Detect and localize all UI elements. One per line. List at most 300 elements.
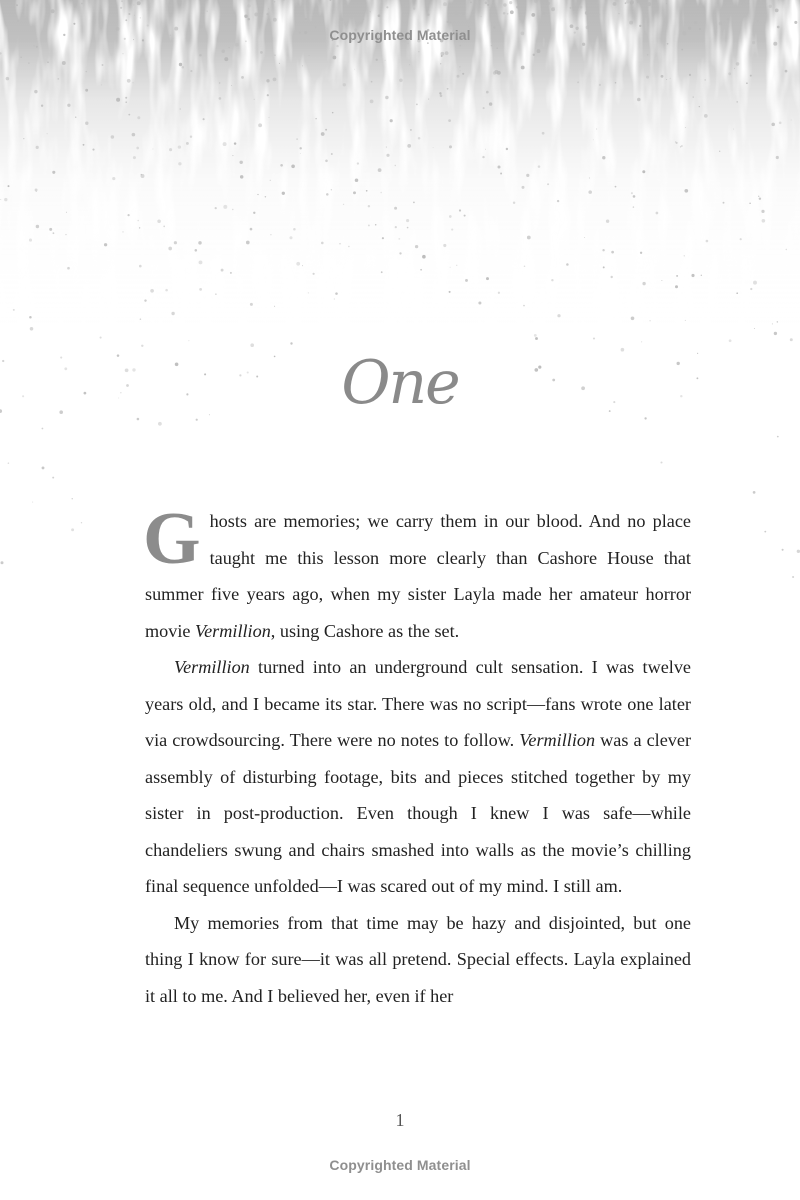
paint-speckle bbox=[71, 528, 74, 531]
paint-speckle bbox=[757, 20, 759, 22]
paint-speckle bbox=[470, 1, 472, 3]
paint-speckle bbox=[533, 54, 535, 56]
paint-speckle bbox=[459, 45, 461, 47]
paint-speckle bbox=[733, 129, 734, 130]
paint-speckle bbox=[478, 301, 481, 304]
paint-speckle bbox=[371, 81, 373, 83]
paint-speckle bbox=[378, 14, 381, 17]
paint-speckle bbox=[195, 249, 198, 252]
paint-speckle bbox=[67, 267, 70, 270]
paint-speckle bbox=[133, 156, 136, 159]
paint-speckle bbox=[221, 49, 225, 53]
paint-speckle bbox=[265, 196, 266, 197]
paint-speckle bbox=[440, 63, 441, 64]
paint-speckle bbox=[17, 20, 19, 22]
copyright-watermark-top: Copyrighted Material bbox=[329, 27, 471, 43]
paint-speckle bbox=[321, 242, 324, 245]
paint-speckle bbox=[144, 299, 146, 301]
paint-speckle bbox=[742, 2, 746, 6]
paint-speckle bbox=[792, 576, 794, 578]
paint-speckle bbox=[509, 1, 512, 4]
paint-speckle bbox=[36, 146, 39, 149]
paint-speckle bbox=[81, 522, 82, 523]
paint-speckle bbox=[290, 342, 292, 344]
paint-speckle bbox=[542, 12, 545, 15]
paint-speckle bbox=[407, 144, 411, 148]
chapter-title: One bbox=[341, 348, 459, 418]
paint-speckle bbox=[551, 7, 555, 11]
paragraph-1 bbox=[143, 498, 691, 649]
paint-speckle bbox=[427, 13, 430, 16]
paint-speckle bbox=[656, 212, 659, 215]
paint-speckle bbox=[457, 75, 460, 78]
paint-speckle bbox=[702, 5, 704, 7]
paint-speckle bbox=[602, 156, 605, 159]
paint-speckle bbox=[125, 97, 127, 99]
text-run: hosts are memories; we carry them in our blood. And no place taught me this lesson more clearly than Cashore House that summer five years ago, when my sister Layla made her amateur horror movie bbox=[145, 511, 691, 641]
paint-speckle bbox=[551, 279, 553, 281]
paint-speckle bbox=[510, 10, 514, 14]
paint-speckle bbox=[418, 137, 421, 140]
paint-speckle bbox=[523, 12, 524, 13]
paint-speckle bbox=[158, 422, 162, 426]
paint-speckle bbox=[331, 153, 333, 155]
paint-speckle bbox=[274, 1, 275, 2]
paint-speckle bbox=[449, 145, 452, 148]
paint-speckle bbox=[448, 119, 451, 122]
paint-speckle bbox=[723, 202, 725, 204]
paint-speckle bbox=[72, 498, 73, 499]
paint-speckle bbox=[270, 180, 271, 181]
paint-speckle bbox=[596, 129, 597, 130]
paint-speckle bbox=[399, 79, 403, 83]
paint-speckle bbox=[86, 71, 87, 72]
paint-speckle bbox=[666, 3, 667, 4]
paint-speckle bbox=[676, 142, 678, 144]
paint-speckle bbox=[547, 183, 549, 185]
paint-speckle bbox=[729, 339, 732, 342]
paint-speckle bbox=[8, 185, 10, 187]
paint-speckle bbox=[647, 2, 651, 6]
paint-speckle bbox=[219, 97, 222, 100]
paint-speckle bbox=[566, 263, 569, 266]
paint-speckle bbox=[81, 3, 83, 5]
text-run: was a clever assembly of disturbing footage, bits and pieces stitched together by my sister in post-production. Even though I knew I was safe—while chandeliers swung and chairs smashed into walls as the movie’s chilling final sequence unfolded—I was scared out of my mind. I still am. bbox=[145, 730, 692, 896]
paint-speckle bbox=[344, 24, 345, 25]
paint-speckle bbox=[313, 273, 315, 275]
paint-speckle bbox=[267, 94, 269, 96]
paint-speckle bbox=[410, 129, 412, 131]
paint-speckle bbox=[580, 6, 583, 9]
paint-speckle bbox=[418, 51, 419, 52]
paint-speckle bbox=[753, 281, 757, 285]
paint-speckle bbox=[229, 47, 230, 48]
drop-cap-letter: G bbox=[143, 498, 201, 580]
paint-speckle bbox=[85, 122, 88, 125]
paint-speckle bbox=[32, 502, 33, 503]
paint-speckle bbox=[406, 219, 409, 222]
paint-speckle bbox=[776, 156, 779, 159]
paint-speckle bbox=[152, 148, 153, 149]
paint-speckle bbox=[62, 61, 66, 65]
paint-speckle bbox=[667, 43, 669, 45]
paint-speckle bbox=[169, 148, 172, 151]
paint-speckle bbox=[676, 275, 678, 277]
paint-speckle bbox=[246, 241, 250, 245]
paint-speckle bbox=[296, 262, 300, 266]
paint-speckle bbox=[370, 100, 374, 104]
paint-speckle bbox=[456, 265, 457, 266]
paint-speckle bbox=[641, 341, 642, 342]
paragraph-3 bbox=[145, 905, 691, 1015]
paint-speckle bbox=[270, 234, 271, 235]
paint-speckle bbox=[782, 549, 784, 551]
paint-speckle bbox=[666, 79, 667, 80]
paint-speckle bbox=[253, 212, 255, 214]
paint-speckle bbox=[343, 204, 344, 205]
paint-speckle bbox=[503, 12, 506, 15]
paint-speckle bbox=[642, 170, 645, 173]
paint-speckle bbox=[282, 192, 285, 195]
paint-speckle bbox=[104, 243, 107, 246]
paint-speckle bbox=[482, 156, 484, 158]
paint-speckle bbox=[750, 75, 752, 77]
paint-speckle bbox=[241, 76, 244, 79]
paint-speckle bbox=[235, 43, 239, 47]
paint-speckle bbox=[593, 139, 594, 140]
paint-speckle bbox=[734, 68, 735, 69]
paint-speckle bbox=[450, 22, 451, 23]
paint-speckle bbox=[443, 2, 447, 6]
paint-speckle bbox=[52, 171, 55, 174]
paint-speckle bbox=[139, 227, 140, 228]
paint-speckle bbox=[301, 12, 304, 15]
paint-speckle bbox=[398, 238, 400, 240]
paint-speckle bbox=[73, 23, 75, 25]
paint-speckle bbox=[4, 198, 7, 201]
paint-speckle bbox=[101, 84, 102, 85]
paint-speckle bbox=[340, 17, 344, 21]
paint-speckle bbox=[232, 155, 233, 156]
paint-speckle bbox=[618, 13, 619, 14]
paint-speckle bbox=[493, 71, 496, 74]
paint-speckle bbox=[75, 116, 76, 117]
paint-speckle bbox=[660, 461, 662, 463]
paint-speckle bbox=[538, 165, 541, 168]
paint-speckle bbox=[370, 11, 371, 12]
paint-speckle bbox=[223, 142, 227, 146]
paint-speckle bbox=[300, 153, 301, 154]
paint-speckle bbox=[485, 1, 488, 4]
paint-speckle bbox=[260, 51, 263, 54]
paint-speckle bbox=[364, 10, 365, 11]
copyright-watermark-bottom: Copyrighted Material bbox=[329, 1157, 471, 1173]
paint-speckle bbox=[215, 207, 217, 209]
paint-speckle bbox=[224, 57, 228, 61]
paint-speckle bbox=[727, 18, 729, 20]
paint-speckle bbox=[447, 21, 449, 23]
book-title-italic: Vermillion bbox=[519, 730, 596, 750]
paint-speckle bbox=[280, 164, 283, 167]
paint-speckle bbox=[199, 288, 202, 291]
paint-speckle bbox=[132, 82, 133, 83]
paint-speckle bbox=[451, 229, 453, 231]
paint-speckle bbox=[128, 114, 130, 116]
paint-speckle bbox=[51, 9, 55, 13]
paint-speckle bbox=[507, 13, 509, 15]
paint-speckle bbox=[399, 252, 401, 254]
paint-speckle bbox=[190, 70, 192, 72]
paint-speckle bbox=[443, 244, 446, 247]
paint-speckle bbox=[557, 314, 560, 317]
paint-speckle bbox=[542, 132, 545, 135]
paint-speckle bbox=[631, 316, 635, 320]
paint-speckle bbox=[289, 236, 292, 239]
paint-speckle bbox=[315, 118, 317, 120]
paint-speckle bbox=[439, 92, 441, 94]
paint-speckle bbox=[646, 76, 649, 79]
paint-speckle bbox=[771, 123, 775, 127]
paint-speckle bbox=[169, 2, 170, 3]
paint-speckle bbox=[257, 194, 258, 195]
paint-speckle bbox=[250, 303, 253, 306]
paint-speckle bbox=[449, 215, 452, 218]
paint-speckle bbox=[459, 66, 460, 67]
paint-speckle bbox=[537, 49, 541, 53]
paint-speckle bbox=[20, 57, 21, 58]
paint-speckle bbox=[450, 267, 451, 268]
paint-speckle bbox=[691, 274, 694, 277]
paint-speckle bbox=[613, 2, 617, 6]
paint-speckle bbox=[524, 266, 526, 268]
paint-speckle bbox=[684, 189, 688, 193]
paint-speckle bbox=[247, 4, 250, 7]
paint-speckle bbox=[127, 214, 129, 216]
paint-speckle bbox=[615, 186, 617, 188]
paint-speckle bbox=[409, 64, 410, 65]
paint-speckle bbox=[503, 3, 507, 7]
paint-speckle bbox=[386, 147, 387, 148]
book-title-italic: Vermillion bbox=[174, 657, 250, 677]
paint-speckle bbox=[462, 12, 465, 15]
paint-speckle bbox=[178, 162, 181, 165]
paint-speckle bbox=[339, 243, 340, 244]
paint-speckle bbox=[299, 147, 301, 149]
paint-speckle bbox=[348, 246, 349, 247]
paint-speckle bbox=[100, 337, 102, 339]
paint-speckle bbox=[34, 90, 37, 93]
paint-speckle bbox=[542, 2, 543, 3]
paint-speckle bbox=[433, 147, 434, 148]
paint-speckle bbox=[133, 4, 134, 5]
paint-speckle bbox=[447, 88, 449, 90]
paint-speckle bbox=[775, 9, 779, 13]
paint-speckle bbox=[649, 320, 650, 321]
paint-speckle bbox=[706, 240, 709, 243]
paint-speckle bbox=[219, 82, 220, 83]
paint-speckle bbox=[23, 138, 24, 139]
paint-speckle bbox=[599, 14, 600, 15]
paint-speckle bbox=[382, 237, 384, 239]
paragraph-2 bbox=[145, 649, 691, 905]
paint-speckle bbox=[53, 232, 55, 234]
paint-speckle bbox=[685, 320, 686, 321]
paint-speckle bbox=[464, 215, 466, 217]
paint-speckle bbox=[728, 72, 731, 75]
paint-speckle bbox=[326, 193, 329, 196]
paint-speckle bbox=[459, 209, 461, 211]
paint-speckle bbox=[35, 188, 38, 191]
paint-speckle bbox=[699, 106, 700, 107]
paint-speckle bbox=[584, 237, 585, 238]
paint-speckle bbox=[258, 123, 262, 127]
paint-speckle bbox=[611, 251, 614, 254]
paint-speckle bbox=[178, 145, 181, 148]
paint-speckle bbox=[190, 136, 192, 138]
paint-speckle bbox=[334, 298, 335, 299]
paint-speckle bbox=[223, 205, 227, 209]
paint-speckle bbox=[749, 202, 751, 204]
paint-speckle bbox=[633, 195, 636, 198]
paint-speckle bbox=[368, 224, 370, 226]
paint-speckle bbox=[234, 142, 236, 144]
paint-speckle bbox=[481, 16, 482, 17]
paint-speckle bbox=[422, 255, 426, 259]
paint-speckle bbox=[774, 332, 777, 335]
paint-speckle bbox=[460, 70, 461, 71]
paint-speckle bbox=[136, 147, 139, 150]
paint-speckle bbox=[416, 104, 418, 106]
paint-speckle bbox=[207, 11, 208, 12]
paint-speckle bbox=[41, 105, 43, 107]
paint-speckle bbox=[269, 117, 270, 118]
paint-speckle bbox=[506, 148, 508, 150]
paint-speckle bbox=[116, 98, 120, 102]
paint-speckle bbox=[761, 13, 762, 14]
paint-speckle bbox=[386, 6, 388, 8]
paint-speckle bbox=[47, 133, 48, 134]
paint-speckle bbox=[462, 73, 464, 75]
paint-speckle bbox=[0, 199, 1, 200]
paint-speckle bbox=[137, 116, 140, 119]
paint-speckle bbox=[375, 224, 377, 226]
paint-speckle bbox=[140, 17, 141, 18]
paint-speckle bbox=[221, 269, 224, 272]
paint-speckle bbox=[343, 83, 346, 86]
paint-speckle bbox=[36, 46, 38, 48]
paint-speckle bbox=[670, 78, 671, 79]
paint-speckle bbox=[239, 161, 242, 164]
paint-speckle bbox=[441, 52, 445, 56]
paint-speckle bbox=[440, 95, 443, 98]
paint-speckle bbox=[599, 84, 601, 86]
paint-speckle bbox=[661, 280, 662, 281]
book-title-italic: Vermillion bbox=[195, 620, 271, 641]
paint-speckle bbox=[150, 289, 154, 293]
paint-speckle bbox=[483, 107, 485, 109]
paint-speckle bbox=[637, 1, 639, 3]
paint-speckle bbox=[745, 0, 749, 4]
paint-speckle bbox=[736, 101, 738, 103]
paint-speckle bbox=[125, 19, 127, 21]
paint-speckle bbox=[321, 132, 325, 136]
paint-speckle bbox=[513, 201, 515, 203]
paint-speckle bbox=[701, 275, 702, 276]
paint-speckle bbox=[266, 13, 268, 15]
paint-speckle bbox=[137, 220, 139, 222]
paint-speckle bbox=[465, 279, 468, 282]
paint-speckle bbox=[761, 210, 764, 213]
paint-speckle bbox=[49, 228, 52, 231]
paint-speckle bbox=[139, 265, 142, 268]
paint-speckle bbox=[786, 249, 787, 250]
paint-speckle bbox=[498, 166, 501, 169]
paint-speckle bbox=[420, 269, 422, 271]
paint-speckle bbox=[746, 82, 748, 84]
paint-speckle bbox=[547, 2, 551, 6]
paint-speckle bbox=[157, 220, 161, 224]
paint-speckle bbox=[355, 178, 359, 182]
paint-speckle bbox=[121, 0, 123, 2]
paint-speckle bbox=[491, 45, 492, 46]
paint-speckle bbox=[248, 18, 251, 21]
paint-speckle bbox=[585, 11, 589, 15]
paint-speckle bbox=[112, 177, 115, 180]
paint-speckle bbox=[196, 419, 198, 421]
paint-speckle bbox=[331, 189, 332, 190]
paint-speckle bbox=[413, 7, 415, 9]
paint-speckle bbox=[588, 190, 592, 194]
paint-speckle bbox=[395, 165, 396, 166]
page-number: 1 bbox=[395, 1110, 405, 1130]
paint-speckle bbox=[230, 272, 232, 274]
paint-speckle bbox=[633, 206, 634, 207]
paint-speckle bbox=[137, 418, 140, 421]
paint-speckle bbox=[625, 2, 627, 4]
paint-speckle bbox=[188, 340, 189, 341]
paint-speckle bbox=[394, 207, 397, 210]
paint-speckle bbox=[232, 209, 233, 210]
paint-speckle bbox=[186, 142, 189, 145]
paint-speckle bbox=[30, 327, 34, 331]
paint-speckle bbox=[125, 101, 126, 102]
paint-speckle bbox=[13, 309, 15, 311]
paint-speckle bbox=[85, 89, 88, 92]
paint-speckle bbox=[631, 192, 633, 194]
paint-speckle bbox=[758, 196, 759, 197]
paint-speckle bbox=[750, 288, 752, 290]
paint-speckle bbox=[785, 70, 788, 73]
paint-speckle bbox=[137, 1, 141, 5]
paint-speckle bbox=[589, 178, 590, 179]
paint-speckle bbox=[681, 49, 683, 51]
paint-speckle bbox=[754, 328, 755, 329]
paint-speckle bbox=[134, 15, 135, 16]
paint-speckle bbox=[141, 345, 143, 347]
paint-speckle bbox=[344, 1, 347, 4]
paint-speckle bbox=[266, 79, 269, 82]
paint-speckle bbox=[203, 118, 205, 120]
paint-speckle bbox=[522, 186, 525, 189]
paint-speckle bbox=[647, 54, 649, 56]
paint-speckle bbox=[42, 428, 44, 430]
paint-speckle bbox=[498, 292, 500, 294]
paint-speckle bbox=[764, 531, 766, 533]
paint-speckle bbox=[57, 78, 59, 80]
paint-speckle bbox=[428, 99, 429, 100]
paint-speckle bbox=[279, 63, 280, 64]
paint-speckle bbox=[395, 226, 397, 228]
